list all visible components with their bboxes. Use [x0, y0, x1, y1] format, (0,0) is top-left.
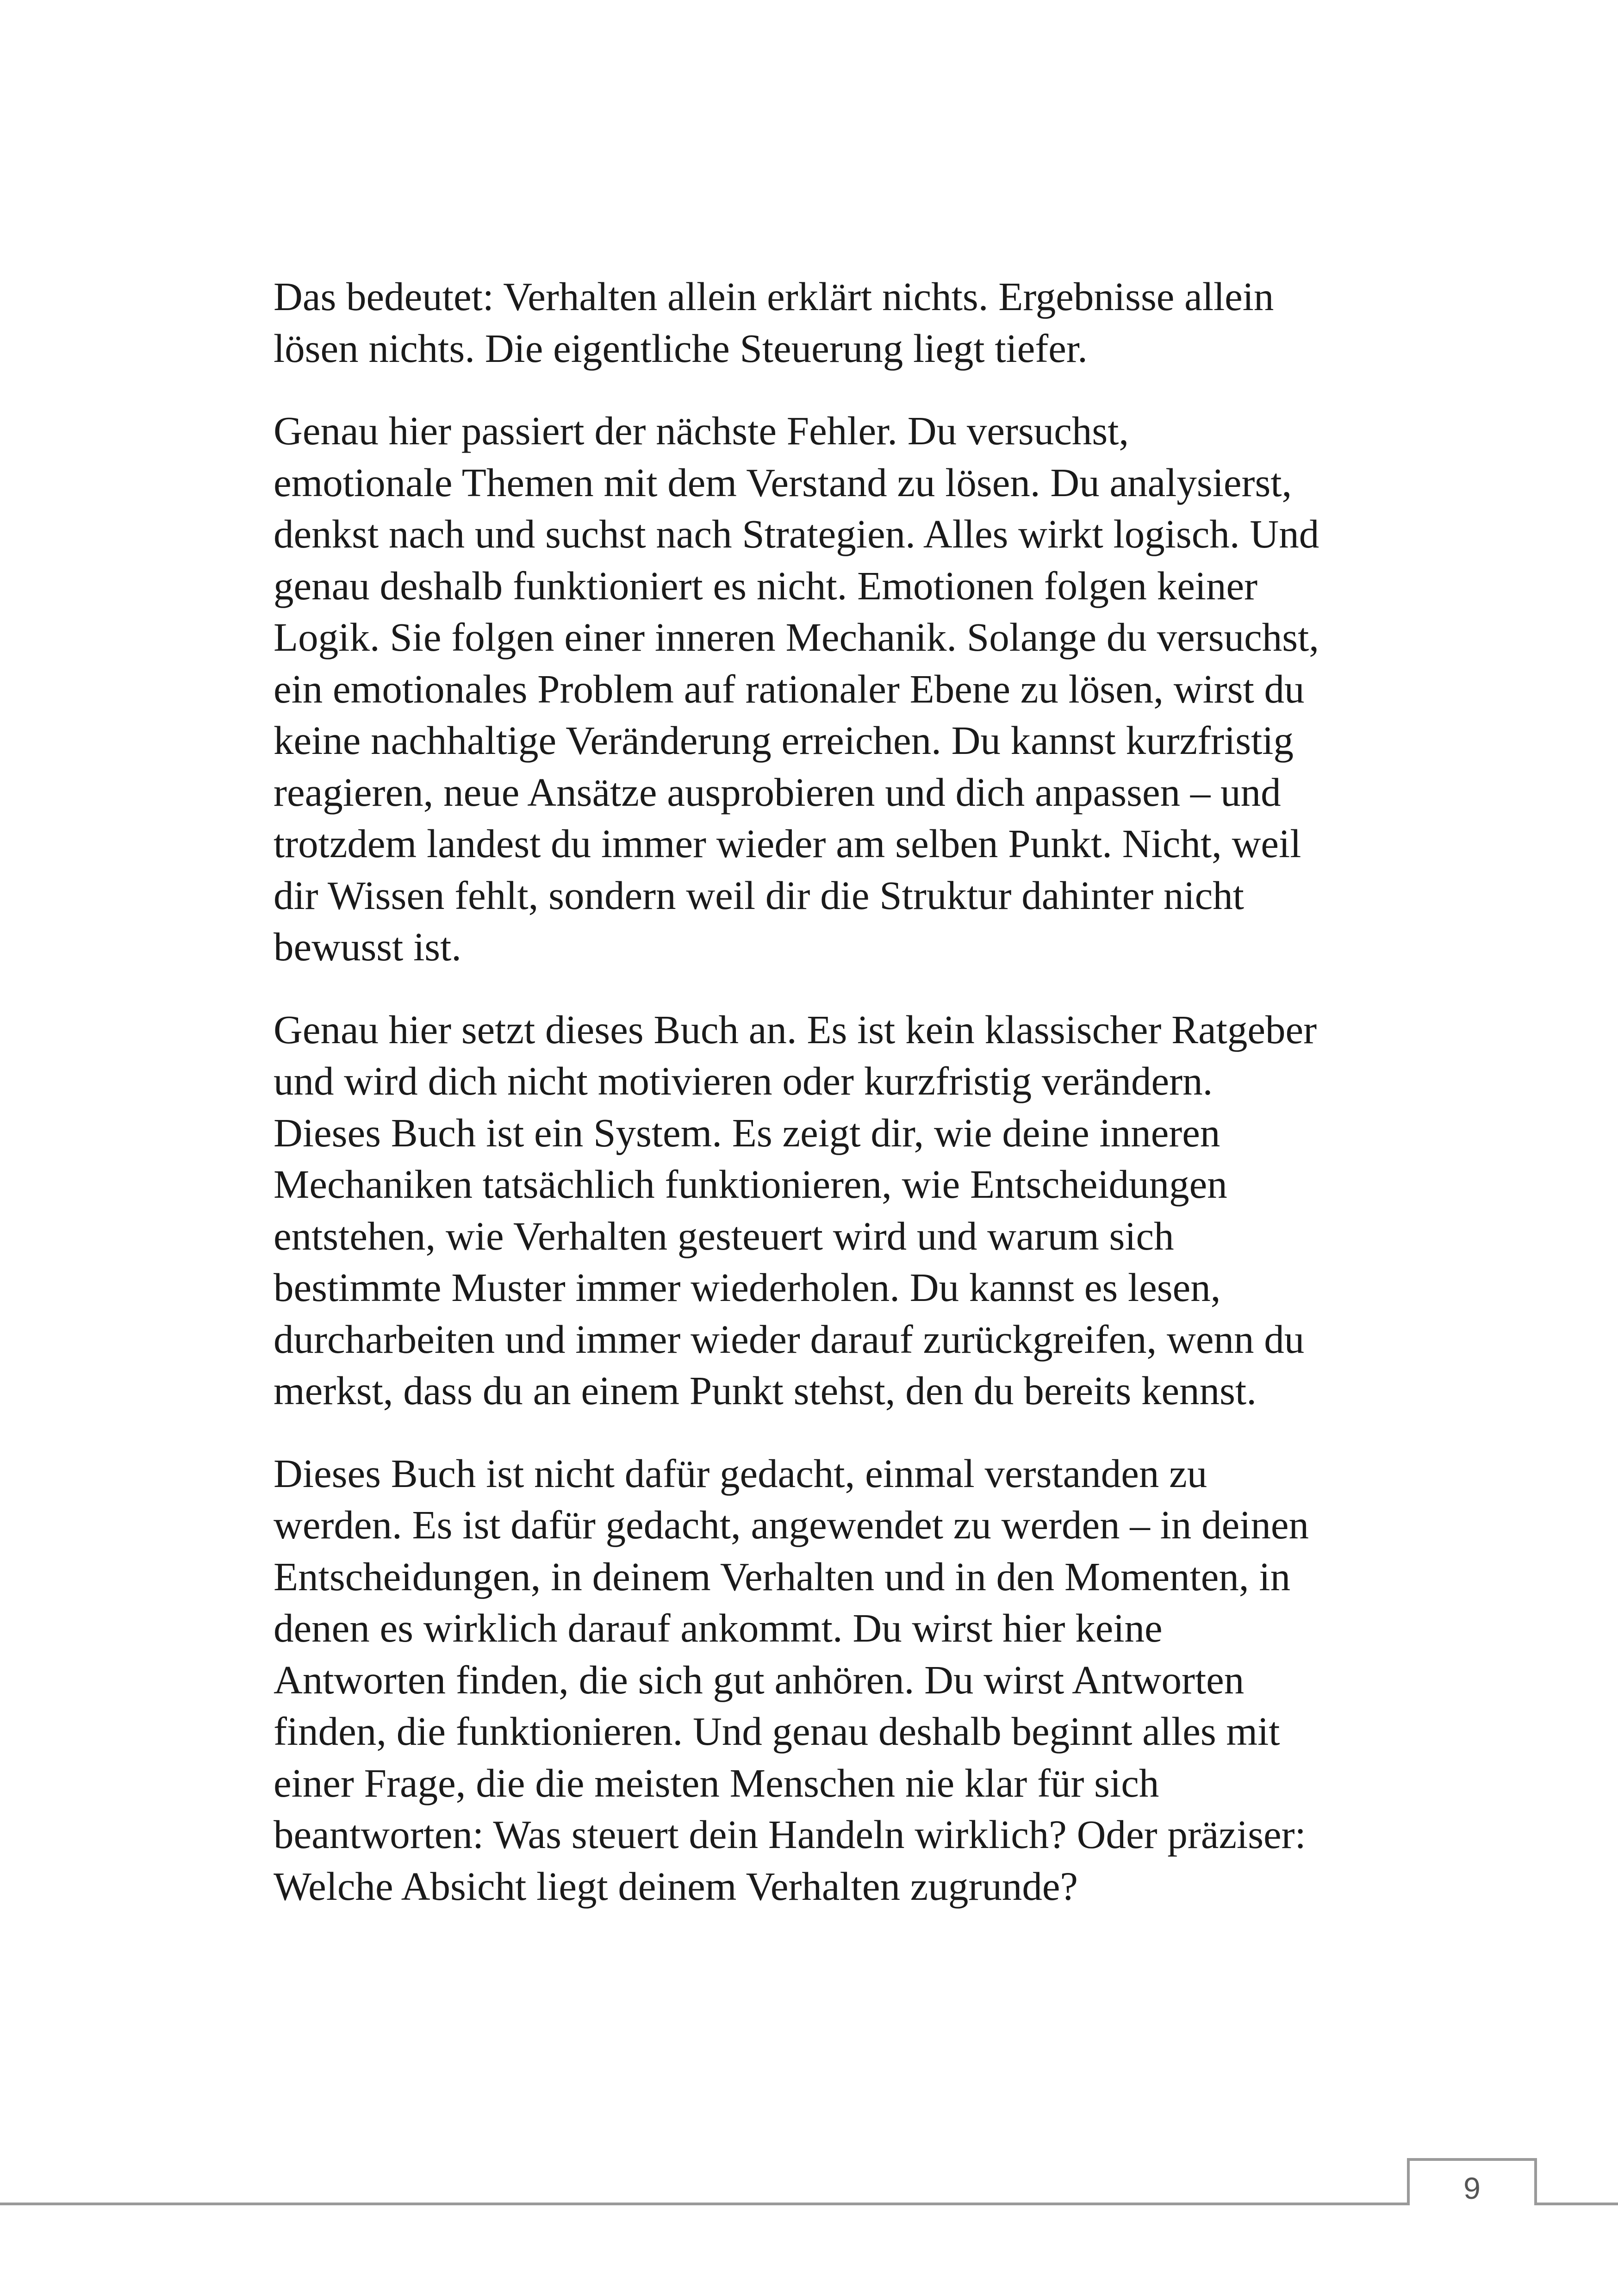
text-line: denen es wirklich darauf ankommt. Du wirst hier keine: [274, 1605, 1163, 1650]
text-line: Welche Absicht liegt deinem Verhalten zugrunde?: [274, 1863, 1078, 1909]
text-line: Mechaniken tatsächlich funktionieren, wie Entscheidungen: [274, 1162, 1227, 1207]
text-line: Genau hier passiert der nächste Fehler. Du versuchst,: [274, 408, 1129, 453]
text-line: beantworten: Was steuert dein Handeln wirklich? Oder präziser:: [274, 1812, 1306, 1857]
text-line: lösen nichts. Die eigentliche Steuerung liegt tiefer.: [274, 325, 1088, 371]
text-line: reagieren, neue Ansätze ausprobieren und dich anpassen – und: [274, 769, 1281, 815]
text-line: durcharbeiten und immer wieder darauf zurückgreifen, wenn du: [274, 1316, 1305, 1362]
body-text: [274, 271, 1352, 1943]
text-line: ein emotionales Problem auf rationaler Ebene zu lösen, wirst du: [274, 666, 1305, 711]
paragraph-4: [274, 1448, 1352, 1912]
page-number: 9: [1463, 2171, 1481, 2205]
text-line: bewusst ist.: [274, 924, 462, 969]
text-line: Dieses Buch ist nicht dafür gedacht, einmal verstanden zu: [274, 1450, 1207, 1496]
text-line: bestimmte Muster immer wiederholen. Du kannst es lesen,: [274, 1265, 1221, 1310]
text-line: emotionale Themen mit dem Verstand zu lösen. Du analysierst,: [274, 460, 1292, 505]
text-line: genau deshalb funktioniert es nicht. Emotionen folgen keiner: [274, 563, 1258, 608]
text-line: und wird dich nicht motivieren oder kurzfristig verändern.: [274, 1058, 1213, 1103]
text-line: dir Wissen fehlt, sondern weil dir die Struktur dahinter nicht: [274, 872, 1244, 918]
text-line: denkst nach und suchst nach Strategien. Alles wirkt logisch. Und: [274, 511, 1319, 556]
text-line: Antworten finden, die sich gut anhören. Du wirst Antworten: [274, 1657, 1245, 1702]
paragraph-2: [274, 405, 1352, 973]
text-line: finden, die funktionieren. Und genau deshalb beginnt alles mit: [274, 1709, 1280, 1754]
footer-rule-left: [0, 2203, 1407, 2205]
text-line: merkst, dass du an einem Punkt stehst, den du bereits kennst.: [274, 1368, 1257, 1413]
text-line: keine nachhaltige Veränderung erreichen. Du kannst kurzfristig: [274, 718, 1294, 763]
text-line: Dieses Buch ist ein System. Es zeigt dir, wie deine inneren: [274, 1110, 1220, 1155]
footer-rule-right: [1534, 2203, 1618, 2205]
paragraph-1: [274, 271, 1352, 374]
paragraph-3: [274, 1004, 1352, 1417]
text-line: entstehen, wie Verhalten gesteuert wird und warum sich: [274, 1213, 1174, 1258]
text-line: Genau hier setzt dieses Buch an. Es ist kein klassischer Ratgeber: [274, 1007, 1317, 1052]
text-line: Logik. Sie folgen einer inneren Mechanik. Solange du versuchst,: [274, 615, 1319, 660]
text-line: Das bedeutet: Verhalten allein erklärt nichts. Ergebnisse allein: [274, 274, 1274, 319]
text-line: Entscheidungen, in deinem Verhalten und in den Momenten, in: [274, 1554, 1291, 1599]
text-line: einer Frage, die die meisten Menschen nie klar für sich: [274, 1760, 1159, 1805]
text-line: werden. Es ist dafür gedacht, angewendet zu werden – in deinen: [274, 1502, 1309, 1547]
text-line: trotzdem landest du immer wieder am selben Punkt. Nicht, weil: [274, 821, 1301, 866]
page-number-box: [1407, 2158, 1537, 2205]
